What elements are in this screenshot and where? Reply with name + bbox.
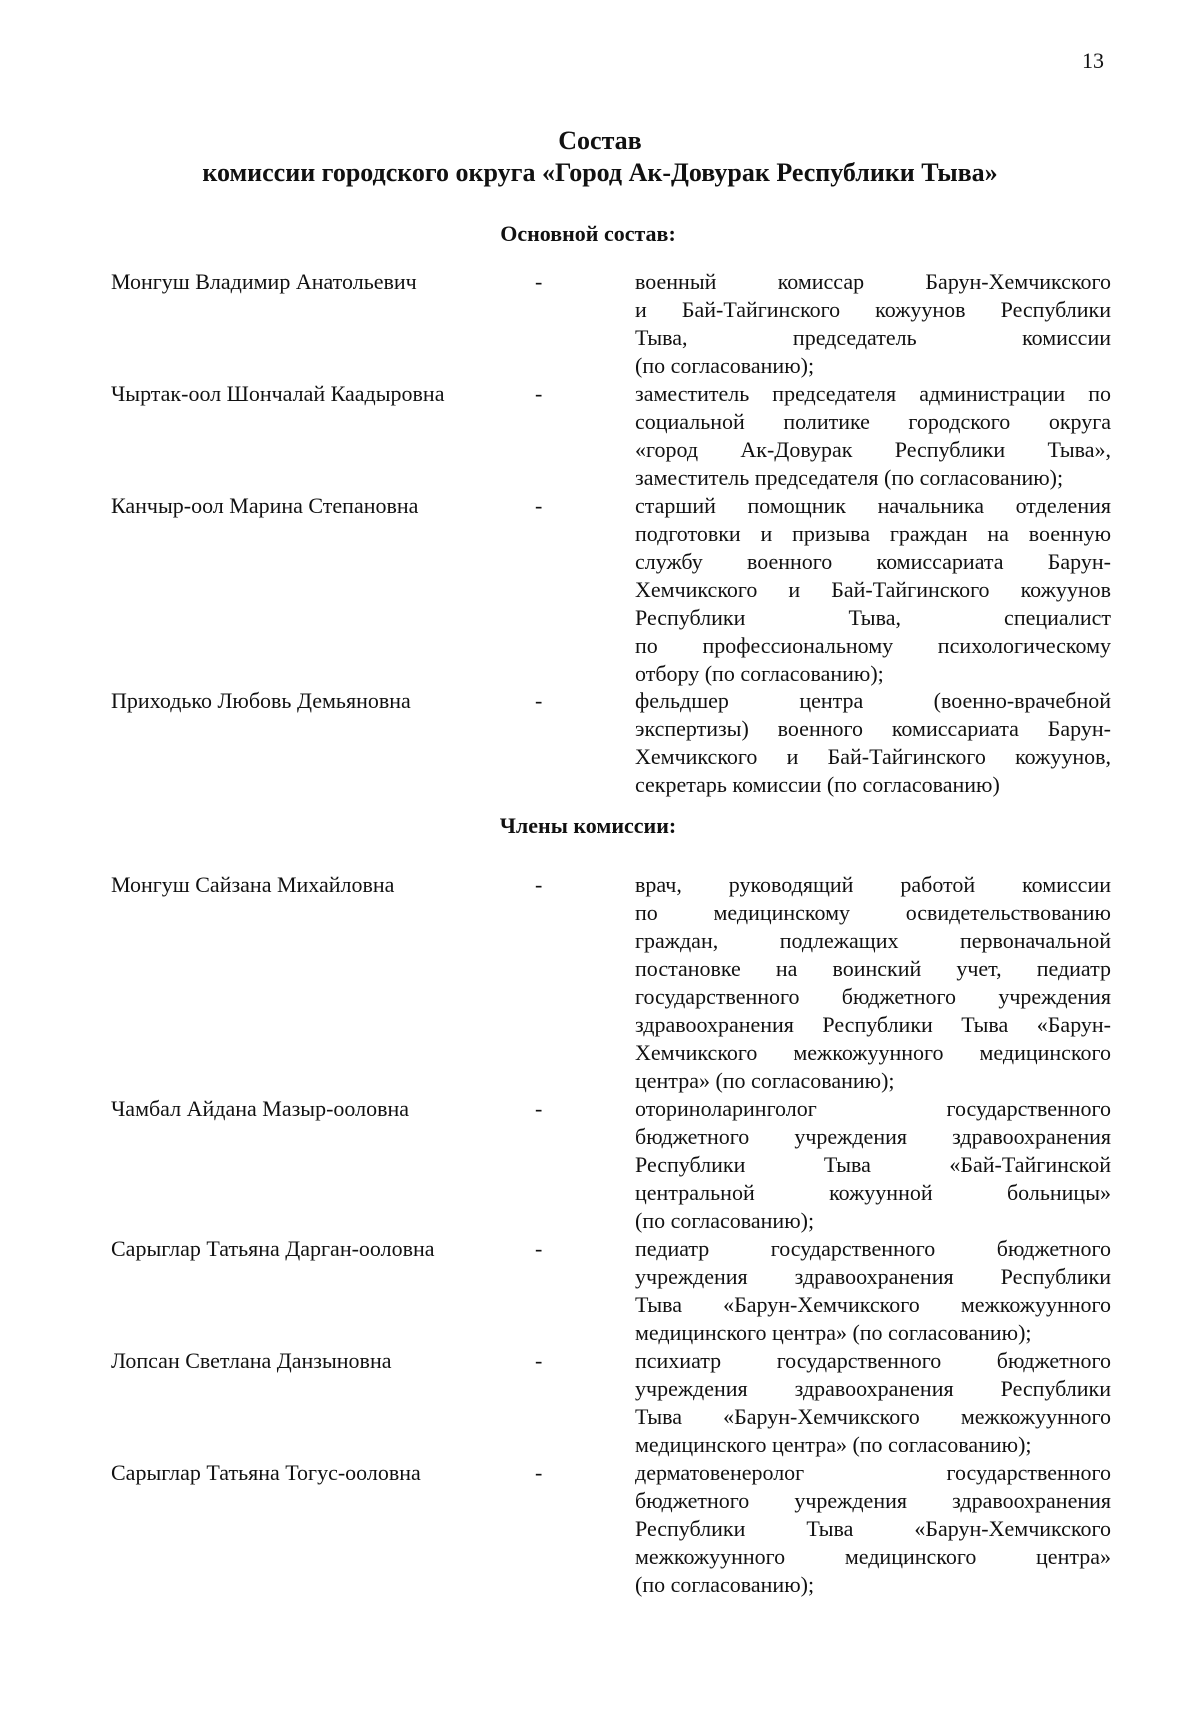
member-role [635,1459,1111,1599]
role-line: медицинского центра» (по согласованию); [635,1320,1032,1345]
role-line: и Бай-Тайгинского кожуунов Республики [635,297,1111,322]
role-line: здравоохранения Республики Тыва «Барун- [635,1012,1111,1037]
member-name: Лопсан Светлана Данзыновна [111,1348,392,1373]
member-name: Монгуш Владимир Анатольевич [111,269,417,294]
role-line: заместитель председателя администрации по [635,381,1111,406]
role-line: государственного бюджетного учреждения [635,984,1111,1009]
dash-separator: - [535,688,543,713]
role-line: Тыва, председатель комиссии [635,325,1111,350]
member-role [635,1095,1111,1235]
role-line: постановке на воинский учет, педиатр [635,956,1111,981]
role-line: дерматовенеролог государственного [635,1460,1111,1485]
member-name: Приходько Любовь Демьяновна [111,688,411,713]
role-line: Тыва «Барун-Хемчикского межкожуунного [635,1404,1111,1429]
role-line: Тыва «Барун-Хемчикского межкожуунного [635,1292,1111,1317]
role-line: фельдшер центра (военно-врачебной [635,688,1111,713]
member-name: Канчыр-оол Марина Степановна [111,493,419,518]
role-line: Хемчикского межкожуунного медицинского [635,1040,1111,1065]
commission-members-heading: Члены комиссии: [499,813,677,838]
member-name: Чамбал Айдана Мазыр-ооловна [111,1096,410,1121]
page-number: 13 [1082,48,1104,73]
role-line: (по согласованию); [635,1208,815,1233]
document-title: Состав [558,126,642,155]
role-line: межкожуунного медицинского центра» [635,1544,1111,1569]
role-line: психиатр государственного бюджетного [635,1348,1111,1373]
role-line: секретарь комиссии (по согласованию) [635,772,1000,797]
role-line: педиатр государственного бюджетного [635,1236,1111,1261]
role-line: Республики Тыва, специалист [635,605,1111,630]
member-role [635,268,1111,380]
role-line: отбору (по согласованию); [635,661,884,686]
member-name: Сарыглар Татьяна Дарган-ооловна [111,1236,435,1261]
dash-separator: - [535,1460,543,1485]
role-line: учреждения здравоохранения Республики [635,1264,1111,1289]
role-line: Республики Тыва «Барун-Хемчикского [635,1516,1111,1541]
role-line: старший помощник начальника отделения [635,493,1111,518]
main-composition-heading: Основной состав: [500,221,676,246]
role-line: учреждения здравоохранения Республики [635,1376,1111,1401]
dash-separator: - [535,1348,543,1373]
member-role [635,492,1111,688]
role-line: врач, руководящий работой комиссии [635,872,1111,897]
role-line: бюджетного учреждения здравоохранения [635,1124,1111,1149]
role-line: Хемчикского и Бай-Тайгинского кожуунов, [635,744,1111,769]
role-line: бюджетного учреждения здравоохранения [635,1488,1111,1513]
role-line: социальной политике городского округа [635,409,1111,434]
member-name: Сарыглар Татьяна Тогус-ооловна [111,1460,421,1485]
role-line: (по согласованию); [635,1572,815,1597]
role-line: Хемчикского и Бай-Тайгинского кожуунов [635,577,1111,602]
role-line: центральной кожуунной больницы» [635,1180,1111,1205]
dash-separator: - [535,381,543,406]
role-line: медицинского центра» (по согласованию); [635,1432,1032,1457]
role-line: оториноларинголог государственного [635,1096,1111,1121]
member-name: Монгуш Сайзана Михайловна [111,872,395,897]
dash-separator: - [535,269,543,294]
dash-separator: - [535,493,543,518]
member-role [635,380,1111,492]
dash-separator: - [535,1096,543,1121]
role-line: военный комиссар Барун-Хемчикского [635,269,1111,294]
member-role [635,871,1111,1095]
document-subtitle: комиссии городского округа «Город Ак-Довурак Республики Тыва» [202,158,998,187]
role-line: заместитель председателя (по согласованию); [635,465,1064,490]
member-role [635,1347,1111,1459]
role-line: «город Ак-Довурак Республики Тыва», [635,437,1111,462]
dash-separator: - [535,872,543,897]
member-role [635,1235,1111,1347]
role-line: (по согласованию); [635,353,815,378]
role-line: Республики Тыва «Бай-Тайгинской [635,1152,1111,1177]
role-line: центра» (по согласованию); [635,1068,895,1093]
role-line: службу военного комиссариата Барун- [635,549,1111,574]
role-line: экспертизы) военного комиссариата Барун- [635,716,1111,741]
member-role [635,687,1111,799]
member-name: Чыртак-оол Шончалай Каадыровна [111,381,445,406]
role-line: подготовки и призыва граждан на военную [635,521,1111,546]
dash-separator: - [535,1236,543,1261]
role-line: граждан, подлежащих первоначальной [635,928,1111,953]
role-line: по медицинскому освидетельствованию [635,900,1111,925]
role-line: по профессиональному психологическому [635,633,1111,658]
